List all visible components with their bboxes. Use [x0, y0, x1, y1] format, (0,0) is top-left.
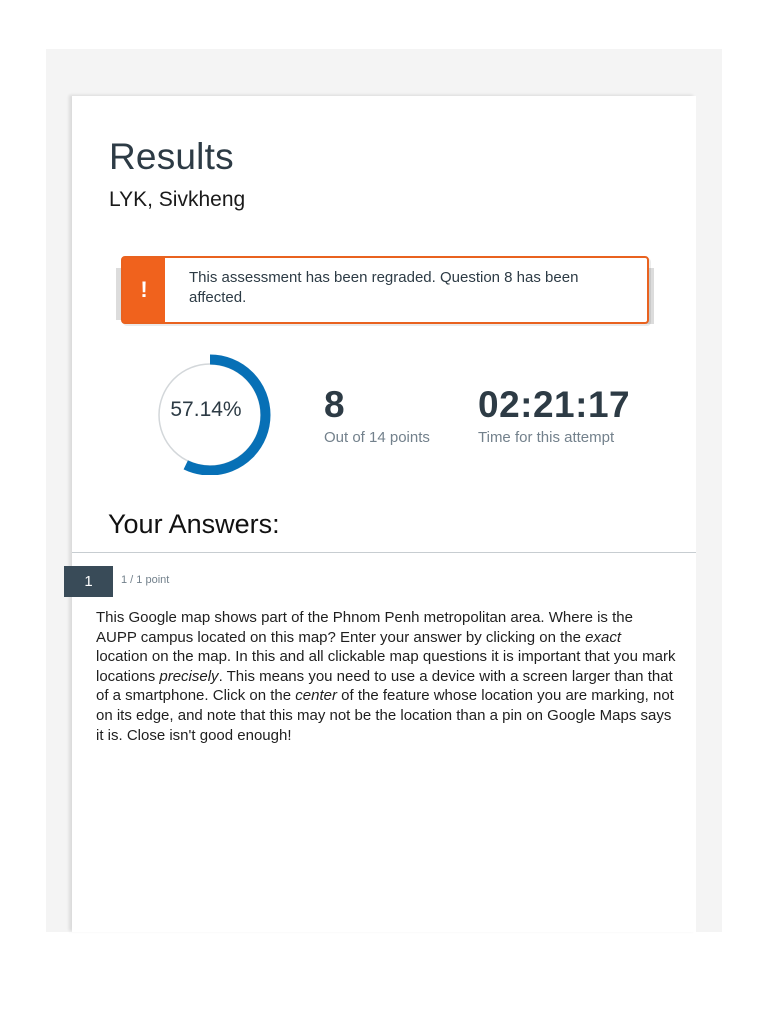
question-text-emphasis: center: [295, 687, 337, 705]
question-text-emphasis: precisely: [159, 667, 219, 685]
answers-heading: Your Answers:: [108, 509, 280, 539]
question-text: [96, 608, 676, 745]
points-earned: 8: [324, 384, 346, 425]
time-caption: Time for this attempt: [478, 429, 615, 446]
question-points: 1 / 1 point: [121, 574, 170, 586]
section-divider: [72, 552, 696, 553]
points-caption: Out of 14 points: [324, 429, 430, 446]
results-card: [72, 96, 696, 932]
student-name: LYK, Sivkheng: [109, 188, 246, 211]
page-title: Results: [109, 136, 234, 177]
alert-message: This assessment has been regraded. Question 8 has been affected.: [189, 269, 579, 306]
question-text-emphasis: exact: [585, 628, 621, 646]
exclamation-icon: !: [123, 258, 165, 322]
question-text-part: This Google map shows part of the Phnom Penh metropolitan area. Where is the AUPP campus located on this map? Enter your answer by clicking on the: [96, 609, 633, 646]
question-text-part: of the feature whose location you are marking, not on its edge, and note that this may not be the location than a pin on Google Maps says it is. Close isn't good enough!: [96, 687, 674, 744]
attempt-time: 02:21:17: [478, 384, 631, 425]
question-text-part: . This means you need to use a device with a screen larger than that of a smartphone. Click on the: [96, 667, 673, 705]
score-percent: 57.14%: [170, 398, 242, 421]
question-text-part: location on the map. In this and all clickable map questions it is important that you mark locations: [96, 648, 676, 685]
question-number-badge: 1: [64, 566, 113, 597]
regrade-alert: [121, 256, 649, 324]
